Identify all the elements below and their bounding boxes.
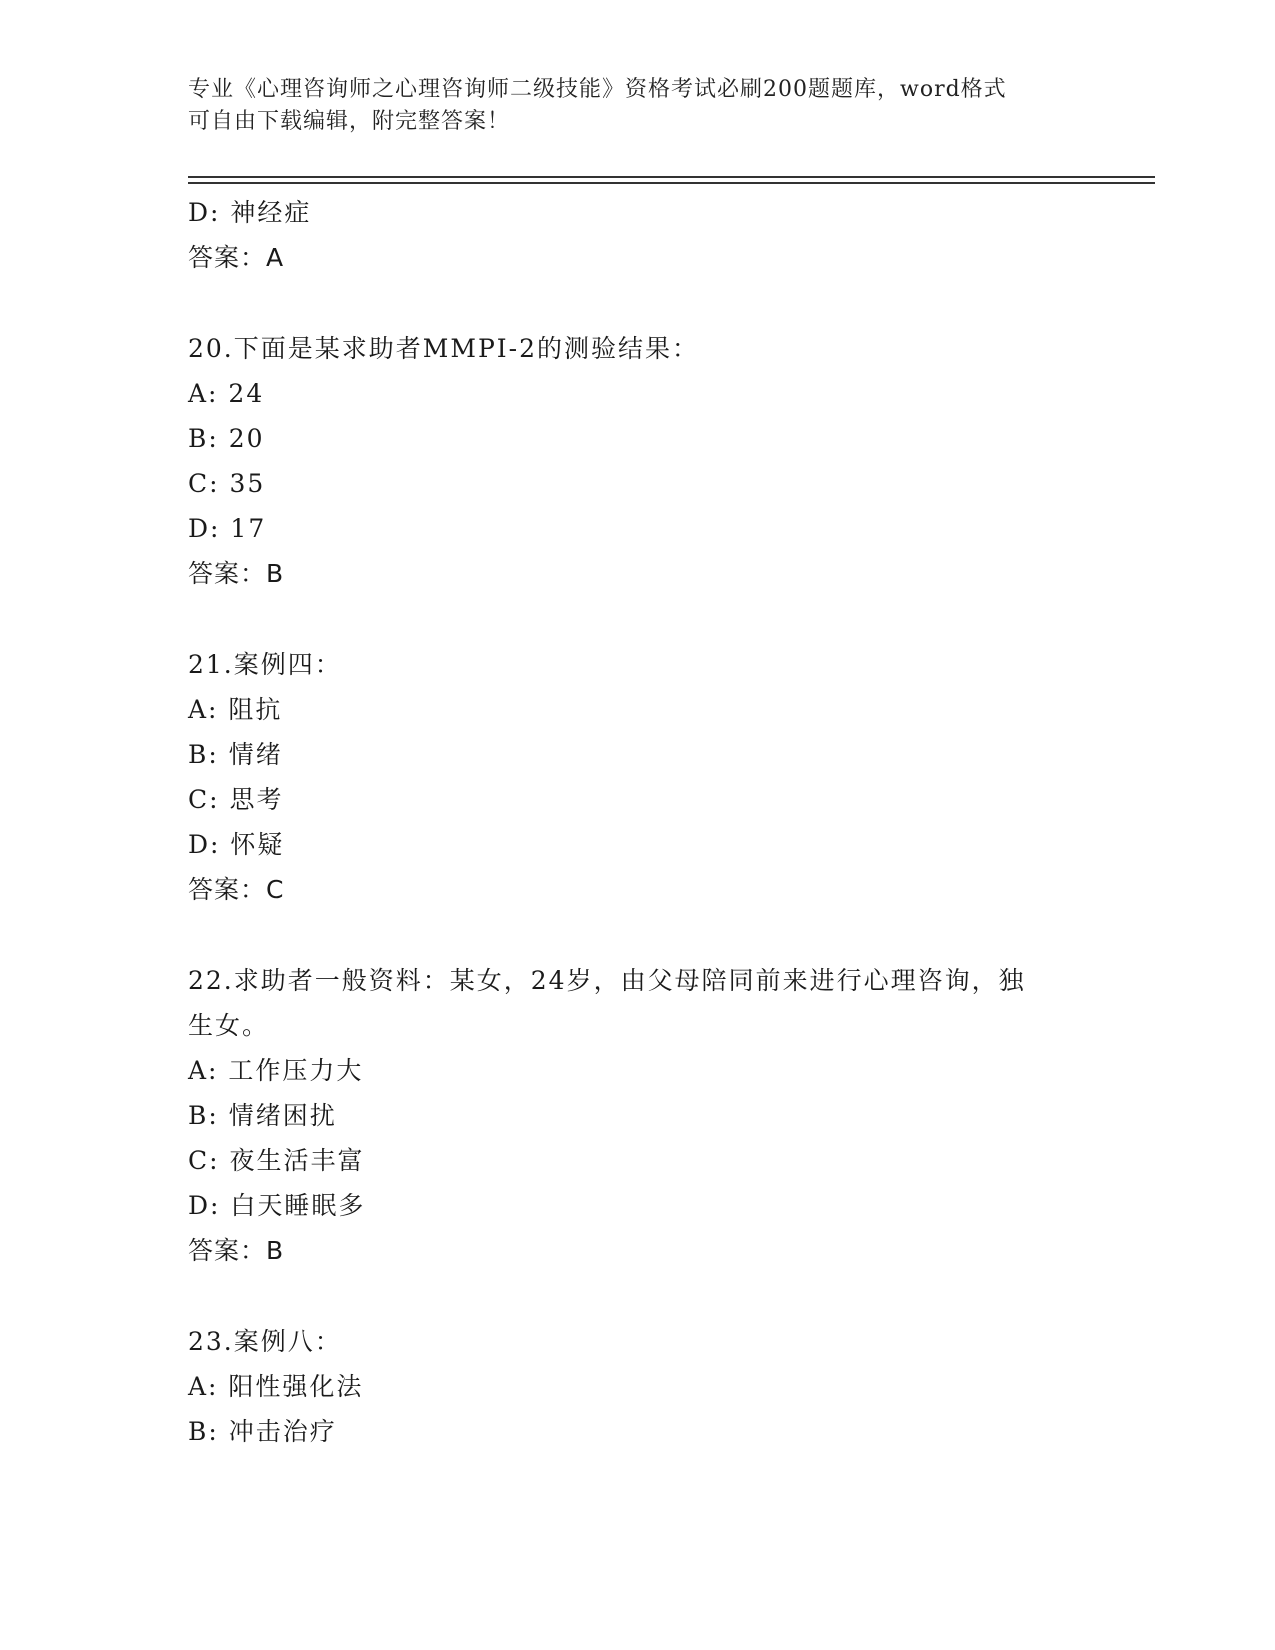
question-stem: 21.案例四： bbox=[188, 650, 342, 679]
question-22 bbox=[188, 958, 1088, 1273]
document-header bbox=[188, 74, 1088, 138]
option-a: A: 阻抗 bbox=[188, 695, 283, 724]
option-c: C: 35 bbox=[188, 469, 266, 498]
question-21 bbox=[188, 642, 1088, 912]
option-b: B: 情绪困扰 bbox=[188, 1101, 337, 1130]
option-a: A: 24 bbox=[188, 379, 265, 408]
option-b: B: 情绪 bbox=[188, 740, 283, 769]
question-20 bbox=[188, 326, 1088, 596]
option-b: B: 冲击治疗 bbox=[188, 1417, 337, 1446]
question-23 bbox=[188, 1319, 1088, 1454]
header-divider-top bbox=[188, 176, 1155, 178]
question-stem-line-2: 生女。 bbox=[188, 1011, 270, 1040]
header-line-2: 可自由下载编辑，附完整答案！ bbox=[188, 109, 511, 134]
option-b: B: 20 bbox=[188, 424, 265, 453]
option-c: C: 思考 bbox=[188, 785, 284, 814]
option-d: D: 白天睡眠多 bbox=[188, 1191, 366, 1220]
question-list bbox=[188, 190, 1088, 1454]
previous-question-tail bbox=[188, 190, 1088, 280]
question-stem: 23.案例八： bbox=[188, 1327, 342, 1356]
option-d: D: 怀疑 bbox=[188, 830, 285, 859]
option-a: A: 工作压力大 bbox=[188, 1056, 364, 1085]
answer-line: 答案：B bbox=[188, 1236, 285, 1265]
option-d: D: 17 bbox=[188, 514, 267, 543]
option-a: A: 阳性强化法 bbox=[188, 1372, 364, 1401]
question-stem-line-1: 22.求助者一般资料：某女，24岁，由父母陪同前来进行心理咨询，独 bbox=[188, 966, 1026, 995]
question-stem: 20.下面是某求助者MMPI-2的测验结果： bbox=[188, 334, 700, 363]
header-divider-bottom bbox=[188, 182, 1155, 184]
option-d: D: 神经症 bbox=[188, 198, 312, 227]
answer-line: 答案：C bbox=[188, 875, 285, 904]
answer-line: 答案：A bbox=[188, 243, 285, 272]
answer-line: 答案：B bbox=[188, 559, 285, 588]
option-c: C: 夜生活丰富 bbox=[188, 1146, 365, 1175]
header-line-1: 专业《心理咨询师之心理咨询师二级技能》资格考试必刷200题题库，word格式 bbox=[188, 77, 1007, 102]
